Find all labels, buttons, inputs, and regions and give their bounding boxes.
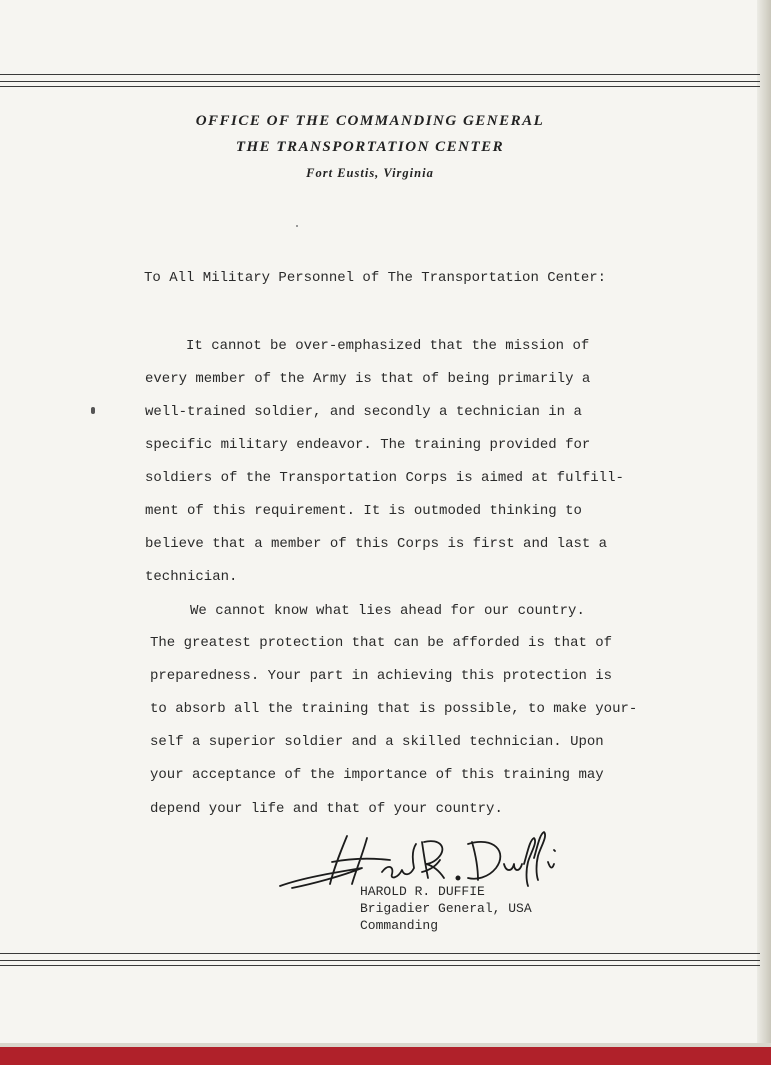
text-line: well-trained soldier, and secondly a technician in a xyxy=(145,404,582,420)
top-rule xyxy=(0,74,760,93)
letterhead-office: OFFICE OF THE COMMANDING GENERAL xyxy=(195,113,545,129)
text-line: believe that a member of this Corps is first and last a xyxy=(145,536,608,552)
bottom-rule xyxy=(0,953,760,972)
text-line: specific military endeavor. The training provided for xyxy=(145,437,591,453)
letterhead-location: Fort Eustis, Virginia xyxy=(306,166,434,180)
signer-role: Commanding xyxy=(360,918,439,933)
text-line: depend your life and that of your country. xyxy=(150,801,503,817)
paper-mark xyxy=(296,225,298,227)
page-edge xyxy=(757,0,771,1045)
text-line: It cannot be over-emphasized that the mission of xyxy=(186,338,590,354)
text-line: technician. xyxy=(145,569,238,585)
text-line: your acceptance of the importance of this training may xyxy=(150,767,604,783)
signer-name: HAROLD R. DUFFIE xyxy=(360,884,485,899)
text-line: every member of the Army is that of being primarily a xyxy=(145,371,591,387)
binding-edge xyxy=(0,1047,771,1065)
letterhead-center: THE TRANSPORTATION CENTER xyxy=(235,139,505,155)
salutation: To All Military Personnel of The Transportation Center: xyxy=(144,270,607,286)
signer-rank: Brigadier General, USA xyxy=(360,901,532,916)
ink-speck xyxy=(91,407,95,414)
text-line: to absorb all the training that is possible, to make your- xyxy=(150,701,638,717)
signature-block xyxy=(360,883,532,934)
text-line: preparedness. Your part in achieving this protection is xyxy=(150,668,613,684)
text-line: We cannot know what lies ahead for our country. xyxy=(190,603,585,619)
text-line: self a superior soldier and a skilled technician. Upon xyxy=(150,734,604,750)
text-line: ment of this requirement. It is outmoded thinking to xyxy=(145,503,582,519)
text-line: The greatest protection that can be afforded is that of xyxy=(150,635,613,651)
text-line: soldiers of the Transportation Corps is aimed at fulfill- xyxy=(145,470,624,486)
